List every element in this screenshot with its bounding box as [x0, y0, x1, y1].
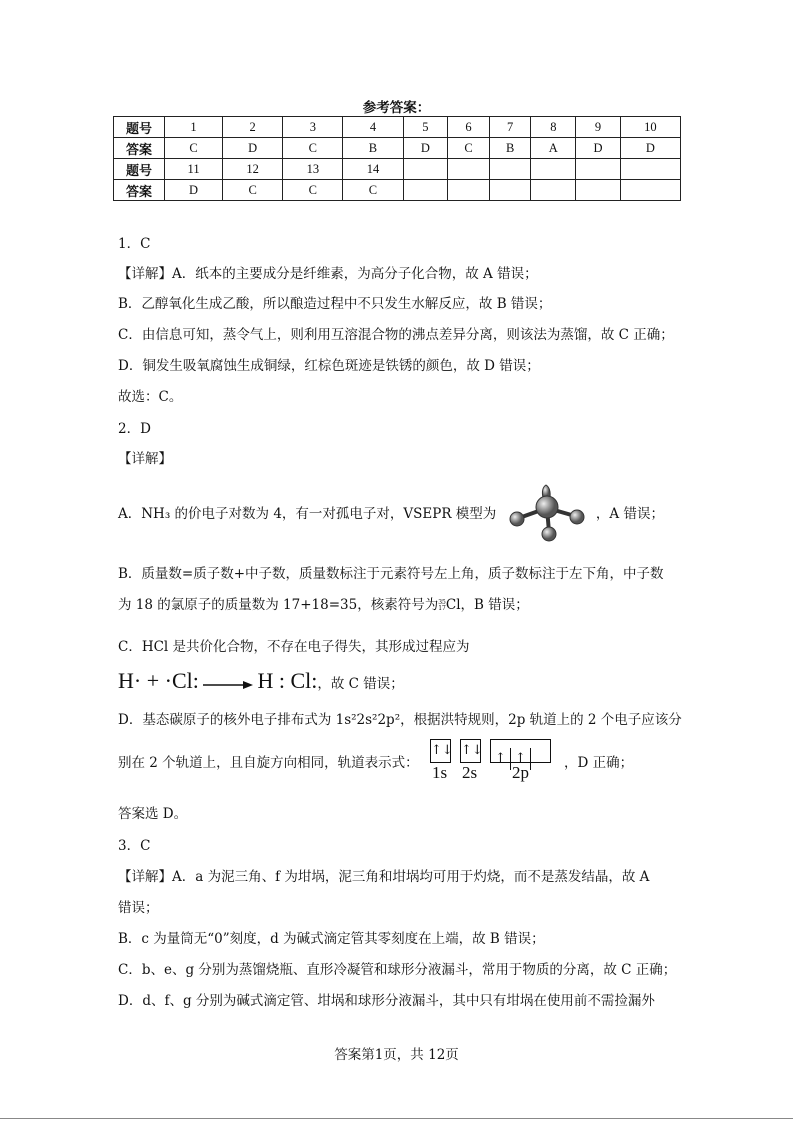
- q2-d-text: 别在 2 个轨道上，且自旋方向相同，轨道表示式：: [118, 755, 419, 771]
- q3-line: 错误；: [118, 900, 159, 916]
- q2-a-text: A．NH₃ 的价电子对数为 4，有一对孤电子对，VSEPR 模型为: [118, 506, 497, 522]
- table-cell: C: [283, 180, 343, 201]
- page-title: 参考答案：: [362, 100, 431, 116]
- orbital-cell: [531, 740, 550, 762]
- colon: :: [311, 668, 318, 693]
- table-cell: C: [165, 138, 223, 159]
- table-cell: [489, 180, 531, 201]
- table-cell: [448, 180, 490, 201]
- table-cell: D: [620, 138, 680, 159]
- orbital-label: 1s: [432, 763, 448, 782]
- table-cell: [531, 159, 576, 180]
- table-row: [114, 138, 681, 159]
- equation-right: H : Cl: [257, 668, 312, 693]
- table-cell: 3: [283, 117, 343, 138]
- q1-line: C．由信息可知，蒸令气上，则利用互溶混合物的沸点差异分离，则该法为蒸馏，故 C 正确；: [118, 327, 674, 343]
- table-cell: C: [223, 180, 283, 201]
- table-cell: C: [448, 138, 490, 159]
- q3-line: D．d、f、g 分别为碱式滴定管、坩埚和球形分液漏斗，其中只有坩埚在使用前不需捡漏外: [118, 993, 655, 1009]
- table-cell: D: [223, 138, 283, 159]
- nuclide-symbol: Cl: [445, 597, 461, 613]
- table-cell: C: [343, 180, 403, 201]
- nuclide-indices: [438, 600, 446, 612]
- table-cell: [489, 159, 531, 180]
- table-cell: 10: [620, 117, 680, 138]
- table-row: [114, 159, 681, 180]
- table-cell: 1: [165, 117, 223, 138]
- orbital-cell: ↑↓: [461, 743, 483, 758]
- row-header: 题号: [114, 159, 165, 180]
- orbital-box-2p: [490, 739, 551, 766]
- equation-left: H· + ·Cl: [118, 668, 193, 693]
- q2-d-end: ，D 正确；: [564, 755, 634, 771]
- table-cell: [620, 180, 680, 201]
- q2-b-line1: B．质量数=质子数+中子数，质量数标注于元素符号左上角，质子数标注于左下角，中子数: [118, 566, 664, 582]
- table-cell: [403, 159, 448, 180]
- q2-d-line1: D．基态碳原子的核外电子排布式为 1s²2s²2p²，根据洪特规则，2p 轨道上的 2 个电子应该分: [118, 712, 682, 728]
- table-cell: 5: [403, 117, 448, 138]
- table-cell: 4: [343, 117, 403, 138]
- table-cell: 12: [223, 159, 283, 180]
- orbital-label: 2s: [462, 763, 478, 782]
- table-cell: [531, 180, 576, 201]
- q2-d-line2: [118, 743, 678, 783]
- vsepr-model-image: [505, 480, 590, 542]
- q2-detail: 【详解】: [118, 451, 172, 467]
- orbital-cell: ↑: [511, 748, 531, 770]
- table-cell: [448, 159, 490, 180]
- table-cell: 7: [489, 117, 531, 138]
- q2-conclusion: 答案选 D。: [118, 806, 188, 822]
- row-header: 题号: [114, 117, 165, 138]
- table-cell: B: [489, 138, 531, 159]
- table-row: [114, 180, 681, 201]
- q1-line: D．铜发生吸氧腐蚀生成铜绿，红棕色斑迹是铁锈的颜色，故 D 错误；: [118, 358, 540, 374]
- row-header: 答案: [114, 180, 165, 201]
- table-cell: A: [531, 138, 576, 159]
- q2-a: [118, 502, 664, 522]
- orbital-cell: ↑↓: [431, 743, 453, 758]
- table-cell: 6: [448, 117, 490, 138]
- mass-number: 35: [438, 598, 446, 606]
- q2-a-end: ，A 错误；: [595, 506, 664, 522]
- table-cell: 2: [223, 117, 283, 138]
- q2-c-line: C．HCl 是共价化合物，不存在电子得失，其形成过程应为: [118, 639, 470, 655]
- table-cell: [576, 159, 621, 180]
- answer-table: [113, 116, 681, 201]
- orbital-cell: ↑: [491, 748, 511, 770]
- q3-line: 【详解】A．a 为泥三角、f 为坩埚，泥三角和坩埚均可用于灼烧，而不是蒸发结晶，故 A: [118, 869, 650, 885]
- table-cell: D: [576, 138, 621, 159]
- q2-b-line2: [118, 593, 529, 613]
- arrow-icon: [203, 679, 253, 691]
- table-cell: 11: [165, 159, 223, 180]
- q3-head: 3．C: [118, 838, 151, 854]
- q1-line: B．乙醇氧化生成乙酸，所以酿造过程中不只发生水解反应，故 B 错误；: [118, 296, 552, 312]
- table-cell: C: [283, 138, 343, 159]
- colon: :: [192, 668, 199, 693]
- table-cell: [620, 159, 680, 180]
- q2-b-text: 为 18 的氯原子的质量数为 17+18=35，核素符号为: [118, 597, 439, 613]
- table-cell: [576, 180, 621, 201]
- q3-line: C．b、e、g 分别为蒸馏烧瓶、直形冷凝管和球形分液漏斗，常用于物质的分离，故 C 正确；: [118, 962, 677, 978]
- q1-line: 【详解】A．纸本的主要成分是纤维素，为高分子化合物，故 A 错误；: [118, 266, 538, 282]
- table-cell: 9: [576, 117, 621, 138]
- q2-c-equation: [118, 668, 404, 694]
- table-cell: D: [165, 180, 223, 201]
- table-cell: B: [343, 138, 403, 159]
- orbital-label: 2p: [512, 763, 529, 782]
- table-cell: [403, 180, 448, 201]
- q1-conclusion: 故选：C。: [118, 389, 183, 405]
- page-footer: 答案第1页，共 12页: [334, 1047, 459, 1063]
- table-cell: 14: [343, 159, 403, 180]
- table-cell: 13: [283, 159, 343, 180]
- q2-c-end: ，故 C 错误；: [317, 676, 404, 692]
- q2-b-end: ，B 错误；: [460, 597, 529, 613]
- q1-head: 1．C: [118, 236, 151, 252]
- page-divider: [0, 1118, 793, 1119]
- q3-line: B．c 为量筒无“0”刻度，d 为碱式滴定管其零刻度在上端，故 B 错误；: [118, 931, 545, 947]
- table-row: [114, 117, 681, 138]
- orbital-box-2s: [460, 739, 481, 763]
- table-cell: D: [403, 138, 448, 159]
- row-header: 答案: [114, 138, 165, 159]
- table-cell: 8: [531, 117, 576, 138]
- orbital-box-1s: [430, 739, 451, 763]
- atomic-number: 17: [438, 604, 446, 612]
- q2-head: 2．D: [118, 421, 151, 437]
